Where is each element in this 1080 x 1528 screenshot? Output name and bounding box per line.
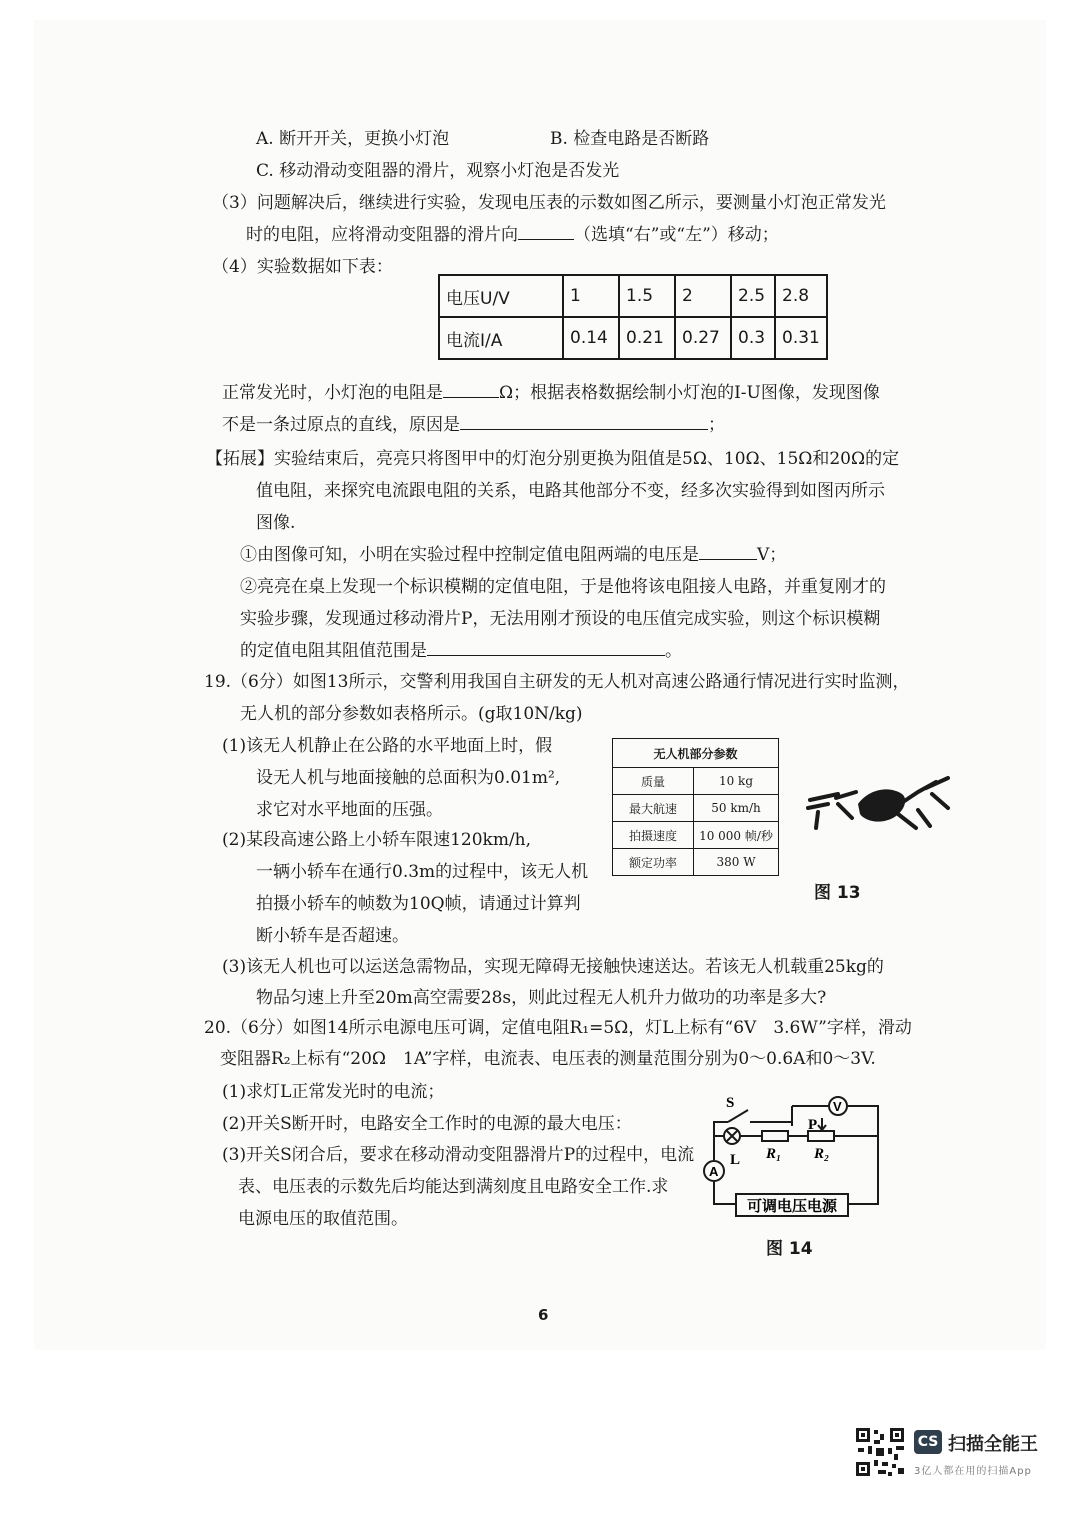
q20-part3-line1: (3)开关S闭合后，要求在移动滑动变阻器滑片P的过程中，电流 (222, 1145, 695, 1165)
q18-extension-q2-line2: 实验步骤，发现通过移动滑片P，无法用刚才预设的电压值完成实验，则这个标识模糊 (240, 609, 881, 629)
q19-part2-line3: 拍摄小轿车的帧数为10Q帧，请通过计算判 (256, 894, 581, 914)
drone-illustration (798, 768, 958, 848)
param-name: 质量 (613, 768, 694, 795)
circuit-diagram (700, 1092, 890, 1222)
q18-extension-line1: 【拓展】实验结束后，亮亮只将图甲中的灯泡分别更换为阻值是5Ω、10Ω、15Ω和20Ω的定 (206, 449, 900, 469)
q20-part3-line2: 表、电压表的示数先后均能达到满刻度且电路安全工作.求 (238, 1177, 669, 1197)
q18-option-b: B. 检查电路是否断路 (550, 129, 710, 149)
table-row (613, 849, 779, 876)
param-value: 10 000 帧/秒 (694, 822, 779, 849)
q19-part3-line2: 物品匀速上升至20m高空需要28s，则此过程无人机升力做功的功率是多大? (256, 988, 827, 1008)
q18-option-a: A. 断开开关，更换小灯泡 (256, 129, 450, 149)
switch-label: S (726, 1095, 735, 1111)
drone-table-title: 无人机部分参数 (613, 739, 779, 768)
q18-extension-line2: 值电阻，来探究电流跟电阻的关系，电路其他部分不变，经多次实验得到如图丙所示 (256, 481, 885, 501)
table-cell: 1 (563, 275, 619, 317)
figure-14-caption: 图 14 (766, 1239, 813, 1259)
table-cell: 2.5 (731, 275, 775, 317)
table-cell: 0.14 (563, 317, 619, 359)
q18-extension-q2-line1: ②亮亮在桌上发现一个标识模糊的定值电阻，于是他将该电阻接人电路，并重复刚才的 (240, 577, 886, 597)
camscanner-app-name: 扫描全能王 (948, 1434, 1038, 1455)
table-cell: 0.21 (619, 317, 675, 359)
q18-part3-line1: （3）问题解决后，继续进行实验，发现电压表的示数如图乙所示，要测量小灯泡正常发光 (212, 193, 886, 213)
q20-part1: (1)求灯L正常发光时的电流； (222, 1082, 445, 1102)
param-name: 额定功率 (613, 849, 694, 876)
camscanner-tagline: 3亿人都在用的扫描App (914, 1466, 1032, 1477)
q20-part2: (2)开关S断开时，电路安全工作时的电源的最大电压： (222, 1114, 632, 1134)
param-name: 拍摄速度 (613, 822, 694, 849)
page-number: 6 (538, 1306, 549, 1324)
param-value: 380 W (694, 849, 779, 876)
q20-part3-line3: 电源电压的取值范围。 (238, 1209, 408, 1229)
q18-part4-label: （4）实验数据如下表： (212, 257, 393, 277)
q19-line1: 19.（6分）如图13所示，交警利用我国自主研发的无人机对高速公路通行情况进行实时监测， (204, 672, 910, 692)
q19-line2: 无人机的部分参数如表格所示。(g取10N/kg) (240, 704, 583, 724)
ammeter-label: A (709, 1164, 719, 1179)
q19-part1-line1: (1)该无人机静止在公路的水平地面上时，假 (222, 736, 553, 756)
table-cell: 0.27 (675, 317, 731, 359)
r1-label: R₁ (766, 1146, 782, 1162)
drone-params-table (612, 738, 779, 876)
q18-part4-answer-line1: 正常发光时，小灯泡的电阻是 Ω；根据表格数据绘制小灯泡的I-U图像，发现图像 (222, 383, 880, 403)
slider-label: P (808, 1117, 818, 1133)
param-value: 10 kg (694, 768, 779, 795)
camscanner-logo: CS (914, 1430, 942, 1454)
r2-label: R₂ (814, 1146, 830, 1162)
q18-extension-q2-line3: 的定值电阻其阻值范围是 。 (240, 641, 682, 661)
param-value: 50 km/h (694, 795, 779, 822)
q18-option-c: C. 移动滑动变阻器的滑片，观察小灯泡是否发光 (256, 161, 620, 181)
table-cell: 1.5 (619, 275, 675, 317)
table-header-cell: 电压U/V (439, 275, 563, 317)
voltage-current-table (438, 274, 828, 360)
table-cell: 0.31 (775, 317, 827, 359)
q18-part3-line2: 时的电阻，应将滑动变阻器的滑片向 （选填“右”或“左”）移动； (246, 225, 779, 245)
qr-code-icon (854, 1426, 906, 1478)
table-row (613, 739, 779, 768)
q19-part3-line1: (3)该无人机也可以运送急需物品，实现无障碍无接触快速送达。若该无人机载重25kg的 (222, 957, 884, 977)
q20-line2: 变阻器R₂上标有“20Ω 1A”字样，电流表、电压表的测量范围分别为0～0.6A和0～3V. (220, 1049, 876, 1069)
table-row (439, 317, 827, 359)
power-source-label: 可调电压电源 (746, 1197, 838, 1215)
q19-part2-line1: (2)某段高速公路上小轿车限速120km/h, (222, 830, 532, 850)
q18-extension-q1: ①由图像可知，小明在实验过程中控制定值电阻两端的电压是 V； (240, 545, 787, 565)
figure-13-caption: 图 13 (814, 883, 861, 903)
table-row (613, 768, 779, 795)
table-cell: 2 (675, 275, 731, 317)
q20-line1: 20.（6分）如图14所示电源电压可调，定值电阻R₁=5Ω，灯L上标有“6V 3.6W”字样，滑动 (204, 1018, 912, 1038)
lamp-label: L (730, 1152, 741, 1168)
q19-part2-line4: 断小轿车是否超速。 (256, 926, 409, 946)
table-row (613, 822, 779, 849)
table-cell: 2.8 (775, 275, 827, 317)
q18-part4-answer-line2: 不是一条过原点的直线，原因是 ； (222, 415, 725, 435)
param-name: 最大航速 (613, 795, 694, 822)
q19-part1-line2: 设无人机与地面接触的总面积为0.01m², (256, 768, 561, 788)
q19-part2-line2: 一辆小轿车在通行0.3m的过程中，该无人机 (256, 862, 589, 882)
table-header-cell: 电流I/A (439, 317, 563, 359)
table-row (439, 275, 827, 317)
q18-extension-line3: 图像. (256, 513, 296, 533)
table-row (613, 795, 779, 822)
voltmeter-label: V (833, 1099, 842, 1114)
q19-part1-line3: 求它对水平地面的压强。 (256, 800, 443, 820)
table-cell: 0.3 (731, 317, 775, 359)
